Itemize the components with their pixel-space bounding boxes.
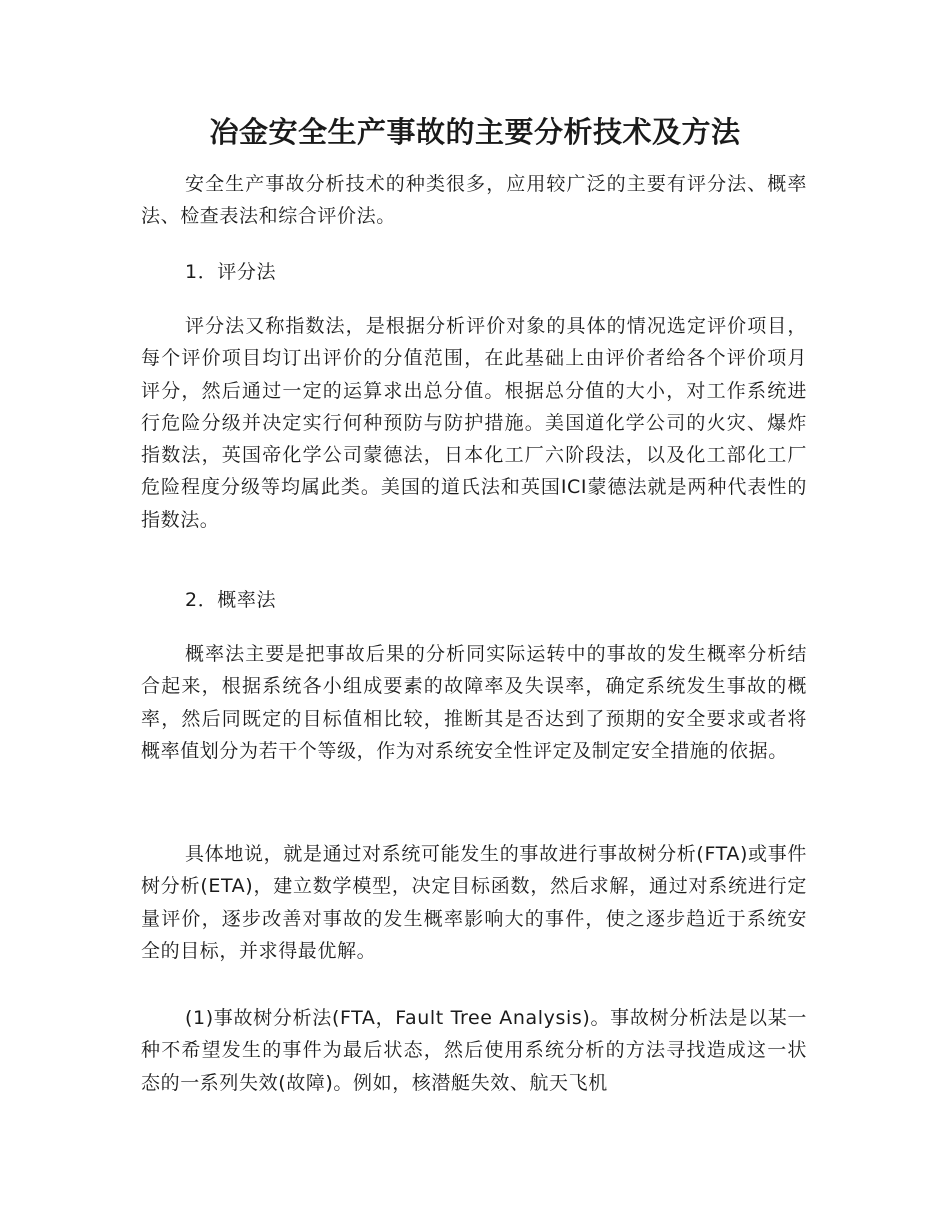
section-heading-probability-method: 2．概率法 xyxy=(185,589,277,611)
intro-paragraph: 安全生产事故分析技术的种类很多，应用较广泛的主要有评分法、概率法、检查表法和综合评价法。 xyxy=(141,173,807,228)
scoring-method-paragraph: 评分法又称指数法，是根据分析评价对象的具体的情况选定评价项目，每个评价项目均订出评价的分值范围，在此基础上由评价者给各个评价项月评分，然后通过一定的运算求出总分值。根据总分值的大小，对工作系统进行危险分级并决定实行何种预防与防护措施。美国道化学公司的火灾、爆炸指数法，英国帝化学公司蒙德法，日本化工厂六阶段法，以及化工部化工厂危险程度分级等均属此类。美国的道氏法和英国ICI蒙德法就是两种代表性的指数法。 xyxy=(141,315,807,531)
document-title: 冶金安全生产事故的主要分析技术及方法 xyxy=(209,115,741,149)
fault-tree-analysis-paragraph: (1)事故树分析法(FTA，Fault Tree Analysis)。事故树分析法是以某一种不希望发生的事件为最后状态，然后使用系统分析的方法寻找造成这一状态的一系列失效(故障)。例如，核潜艇失效、航天飞机 xyxy=(141,1007,807,1094)
probability-method-paragraph-1: 概率法主要是把事故后果的分析同实际运转中的事故的发生概率分析结合起来，根据系统各小组成要素的故障率及失误率，确定系统发生事故的概率，然后同既定的目标值相比较，推断其是否达到了预期的安全要求或者将概率值划分为若干个等级，作为对系统安全性评定及制定安全措施的依据。 xyxy=(141,643,807,762)
section-heading-scoring-method: 1．评分法 xyxy=(185,261,277,283)
probability-method-paragraph-2: 具体地说，就是通过对系统可能发生的事故进行事故树分析(FTA)或事件树分析(ETA)，建立数学模型，决定目标函数，然后求解，通过对系统进行定量评价，逐步改善对事故的发生概率影响大的事件，使之逐步趋近于系统安全的目标，并求得最优解。 xyxy=(141,843,807,962)
